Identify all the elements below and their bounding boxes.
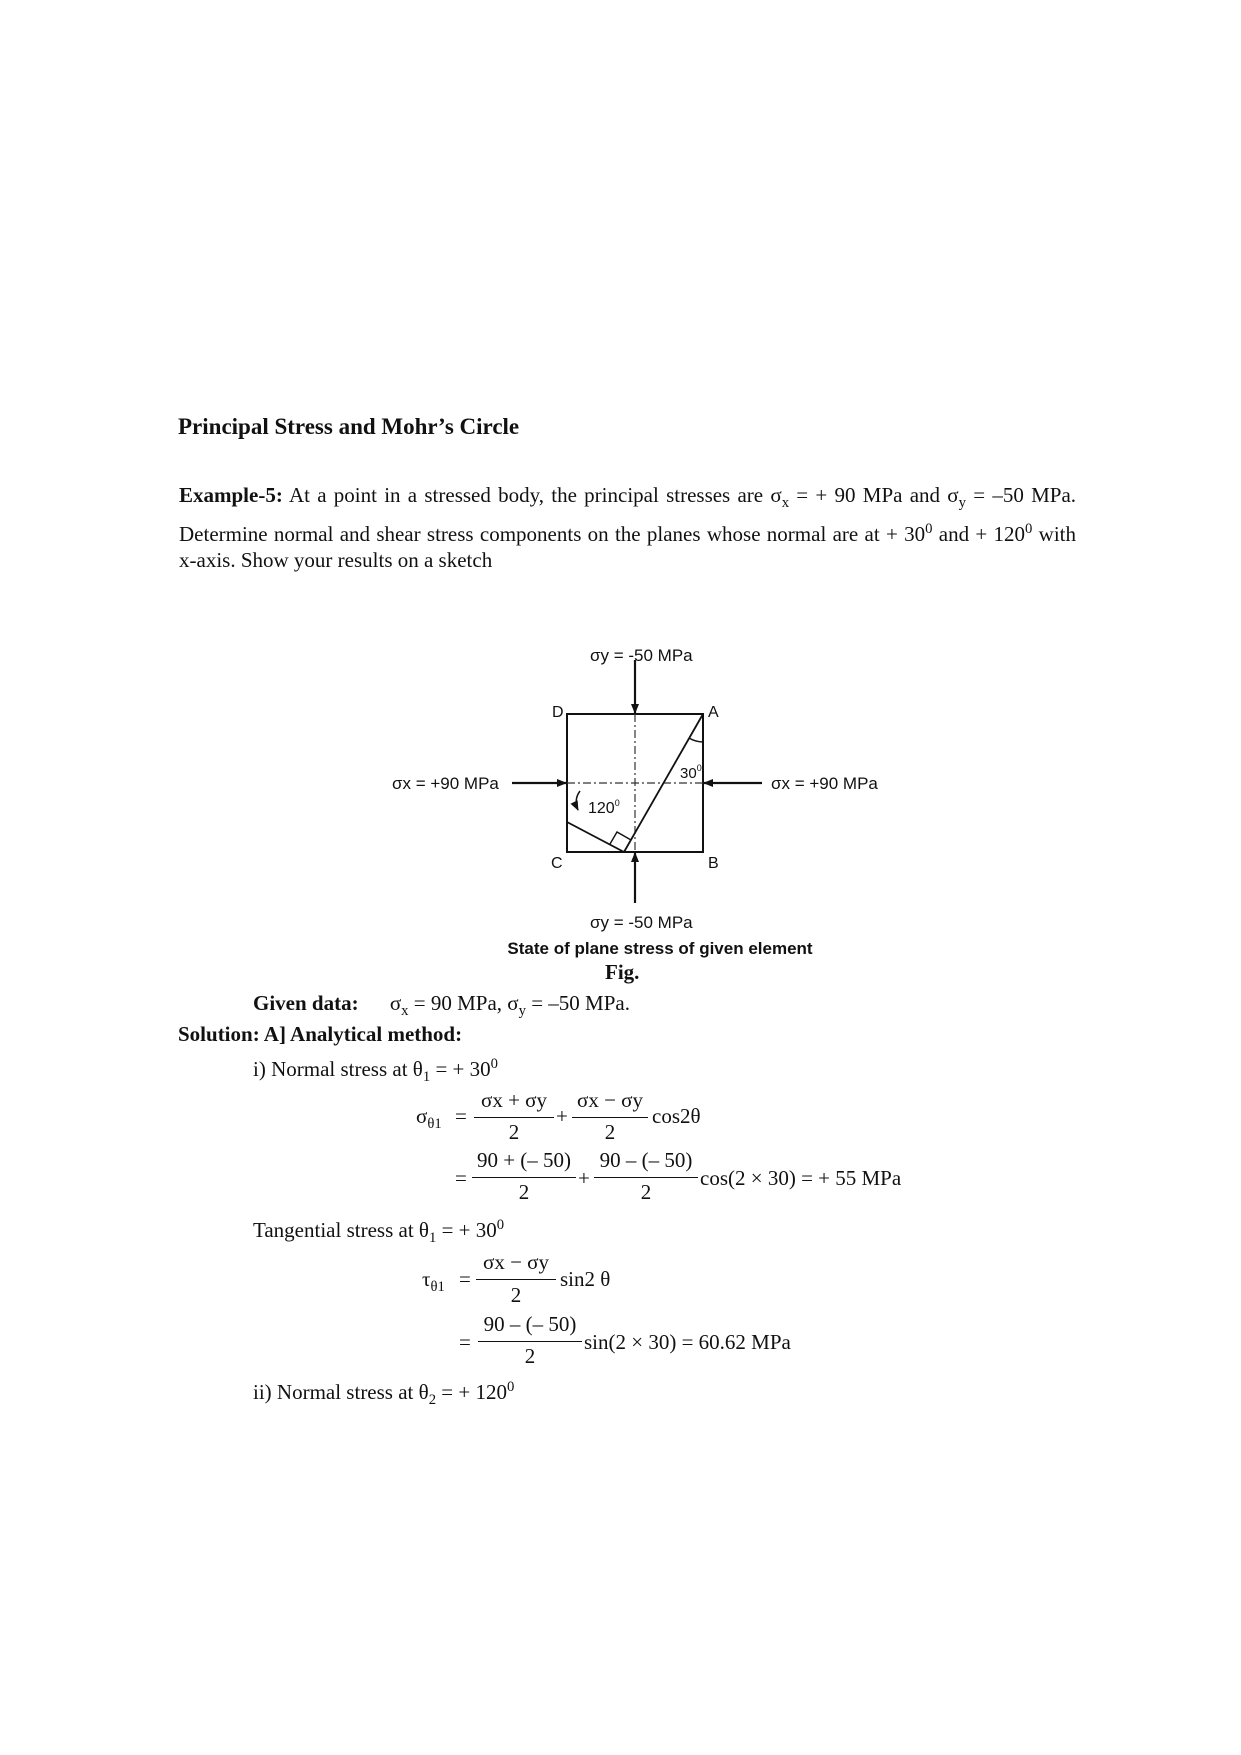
tangential-stress-label: Tangential stress at $\theta_1$ = + $30^0$ <box>253 1217 505 1247</box>
eq3-tail: sin2 θ <box>560 1267 611 1291</box>
eq2-plus: + <box>578 1166 590 1190</box>
eq3-bar <box>476 1279 556 1280</box>
eq3-den: 2 <box>510 1283 522 1307</box>
corner-a-label: A <box>708 704 719 721</box>
eq1-bar2 <box>572 1117 648 1118</box>
example-text-3: = –50 <box>965 483 1024 507</box>
figure-caption: State of plane stress of given element <box>507 939 813 958</box>
eq1-tail: cos2θ <box>652 1104 701 1128</box>
given-text: = 90 MPa, σ <box>408 991 519 1015</box>
eq4-num: 90 – (– 50) <box>483 1312 577 1336</box>
eq1-bar1 <box>474 1117 554 1118</box>
eq1-plus: + <box>556 1104 568 1128</box>
right-angle-mark <box>610 832 631 844</box>
angle-120-label: $120^0$ <box>588 798 620 817</box>
given-sub-x: x <box>401 1003 409 1020</box>
given-text-end: = –50 MPa. <box>525 991 630 1015</box>
eq1-lhs: $\sigma_{\theta 1}$ <box>416 1104 442 1133</box>
eq4-equals: = <box>459 1330 471 1354</box>
angle-30-arc <box>689 738 703 742</box>
example-text-4: MPa. Determine normal and shear stress components on the planes whose normal are at + 30 <box>179 483 1077 547</box>
eq1-equals: = <box>455 1104 467 1128</box>
sigma-y-sub: y <box>958 495 966 512</box>
eq2-tail: cos(2 × 30) = + 55 MPa <box>700 1166 902 1190</box>
angle-120-arc <box>576 791 580 810</box>
eq3-lhs: $\tau_{\theta 1}$ <box>422 1267 445 1296</box>
sigma-y-bottom-label: σy = -50 MPa <box>590 913 693 932</box>
sigma-x-right-label: σx = +90 MPa <box>771 774 878 793</box>
example-label: Example-5: <box>179 483 283 507</box>
normal-stress-2-label: ii) Normal stress at $\theta_2$ = + $120^0$ <box>253 1379 515 1409</box>
figure-label: Fig. <box>605 960 640 984</box>
eq3-num: σx − σy <box>483 1250 549 1274</box>
normal-stress-label: i) Normal stress at $\theta_1$ = + $30^0$ <box>253 1056 498 1086</box>
example-text-1: At a point in a stressed body, the principal stresses are σ <box>288 483 782 507</box>
degree-sup: 0 <box>1025 521 1033 538</box>
eq3-equals: = <box>459 1267 471 1291</box>
corner-c-label: C <box>551 855 563 872</box>
example-text-5: and + 120 <box>938 522 1026 547</box>
sigma-y-top-label: σy = -50 MPa <box>590 646 693 665</box>
eq4-tail: sin(2 × 30) = 60.62 MPa <box>584 1330 791 1354</box>
given-label: Given data: <box>253 991 359 1015</box>
eq2-den2: 2 <box>640 1180 652 1204</box>
eq2-den1: 2 <box>518 1180 530 1204</box>
eq2-num2: 90 – (– 50) <box>599 1148 693 1172</box>
solution-heading: Solution: A] Analytical method: <box>178 1022 463 1046</box>
sigma-x-left-label: σx = +90 MPa <box>392 774 499 793</box>
eq1-num1: σx + σy <box>481 1088 547 1112</box>
given-sub-y: y <box>518 1003 526 1020</box>
example-text-2: = + 90 MPa and σ <box>789 483 959 507</box>
corner-b-label: B <box>708 855 719 872</box>
eq1-den2: 2 <box>604 1120 616 1144</box>
plane-normal-line <box>567 822 624 852</box>
page-title: Principal Stress and Mohr’s Circle <box>178 414 520 439</box>
given-data-line <box>253 990 630 1024</box>
eq4-den: 2 <box>524 1344 536 1368</box>
eq2-bar2 <box>594 1177 698 1178</box>
eq2-bar1 <box>472 1177 576 1178</box>
sigma-x-sub: x <box>781 495 790 512</box>
degree-sup: 0 <box>925 521 933 538</box>
corner-d-label: D <box>552 704 564 721</box>
eq4-bar <box>478 1341 582 1342</box>
eq2-num1: 90 + (– 50) <box>476 1148 572 1172</box>
eq2-equals: = <box>455 1166 467 1190</box>
angle-30-label: $30^0$ <box>680 763 702 782</box>
given-sigma: σ <box>389 991 402 1015</box>
eq1-den1: 2 <box>508 1120 520 1144</box>
example-text-6: with x-axis. Show your results on a sketch <box>179 522 1076 573</box>
eq1-num2: σx − σy <box>577 1088 643 1112</box>
